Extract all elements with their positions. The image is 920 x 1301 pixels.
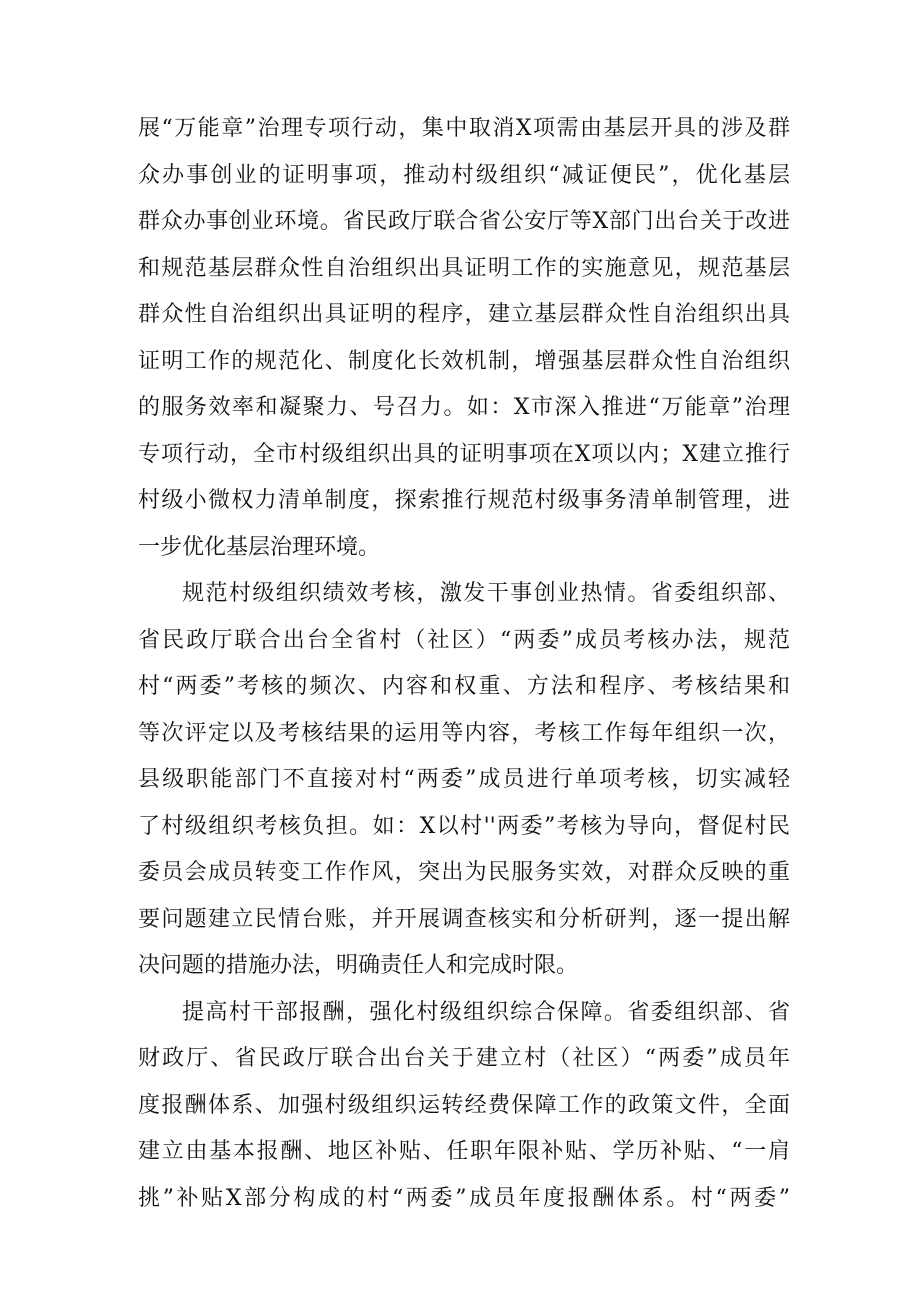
paragraph-3 — [138, 990, 790, 1223]
text-line: 展“万能章”治理专项行动，集中取消X项需由基层开具的涉及群 — [138, 116, 790, 141]
text-line: 专项行动，全市村级组织出具的证明事项在X项以内；X建立推行 — [138, 441, 790, 467]
text-line: 证明工作的规范化、制度化长效机制，增强基层群众性自治组织 — [138, 348, 790, 374]
text-line: 等次评定以及考核结果的运用等内容，考核工作每年组织一次， — [138, 720, 790, 746]
text-line: 挑”补贴X部分构成的村“两委”成员年度报酬体系。村“两委” — [138, 1185, 790, 1211]
text-line: 规范村级组织绩效考核，激发干事创业热情。省委组织部、 — [182, 581, 790, 606]
text-line: 省民政厅联合出台全省村（社区）“两委”成员考核办法，规范 — [138, 627, 790, 653]
text-line: 一步优化基层治理环境。 — [138, 534, 381, 560]
text-line: 众办事创业的证明事项，推动村级组织“减证便民”，优化基层 — [138, 162, 790, 188]
paragraph-1 — [138, 106, 790, 571]
text-line: 群众性自治组织出具证明的程序，建立基层群众性自治组织出具 — [138, 302, 790, 327]
text-line: 要问题建立民情台账，并开展调查核实和分析研判，逐一提出解 — [138, 906, 790, 932]
text-line: 的服务效率和凝聚力、号召力。如：X市深入推进“万能章”治理 — [138, 395, 790, 420]
paragraph-2 — [138, 571, 790, 990]
text-line: 村“两委”考核的频次、内容和权重、方法和程序、考核结果和 — [138, 674, 790, 699]
text-line: 决问题的措施办法，明确责任人和完成时限。 — [138, 953, 579, 978]
text-line: 提高村干部报酬，强化村级组织综合保障。省委组织部、省 — [182, 999, 790, 1025]
text-line: 建立由基本报酬、地区补贴、任职年限补贴、学历补贴、“一肩 — [138, 1139, 790, 1164]
text-line: 度报酬体系、加强村级组织运转经费保障工作的政策文件，全面 — [138, 1092, 790, 1118]
text-line: 财政厅、省民政厅联合出台关于建立村（社区）“两委”成员年 — [138, 1046, 790, 1071]
document-body — [138, 106, 790, 1222]
text-line: 委员会成员转变工作作风，突出为民服务实效，对群众反映的重 — [138, 860, 790, 885]
text-line: 了村级组织考核负担。如：X以村''两委”考核为导向，督促村民 — [138, 813, 790, 839]
text-line: 和规范基层群众性自治组织出具证明工作的实施意见，规范基层 — [138, 255, 790, 281]
text-line: 群众办事创业环境。省民政厅联合省公安厅等X部门出台关于改进 — [138, 209, 790, 234]
text-line: 村级小微权力清单制度，探索推行规范村级事务清单制管理，进 — [138, 488, 790, 513]
text-line: 县级职能部门不直接对村“两委”成员进行单项考核，切实减轻 — [138, 767, 790, 792]
